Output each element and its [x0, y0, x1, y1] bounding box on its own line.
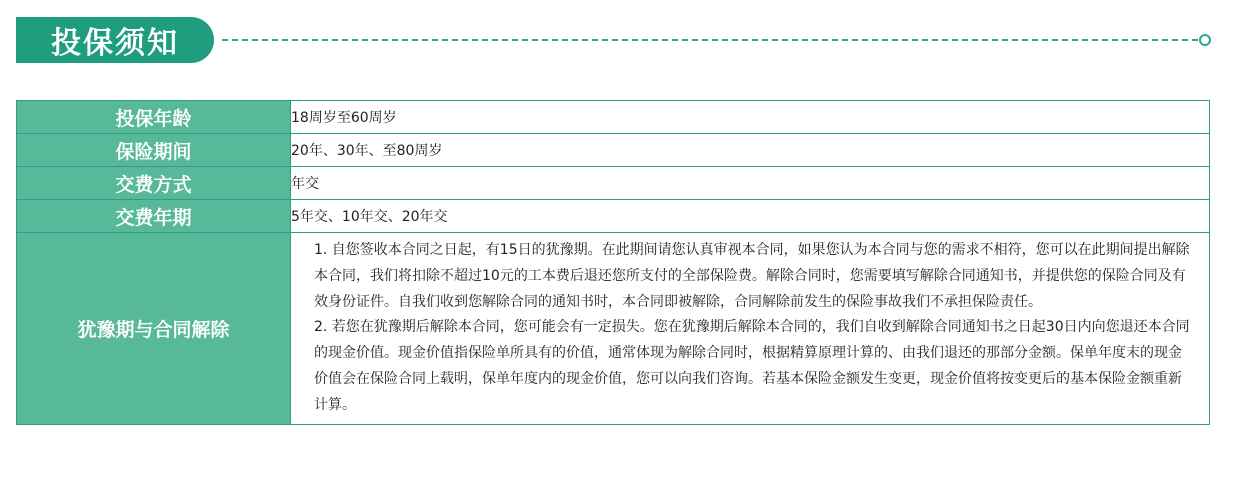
table-row-cooling-off [17, 233, 1210, 425]
divider-end-circle-icon [1199, 34, 1211, 46]
row-value: 18周岁至60周岁 [291, 101, 1210, 134]
table-row-age [17, 101, 1210, 134]
cooling-off-paragraph-1: 1. 自您签收本合同之日起，有15日的犹豫期。在此期间请您认真审视本合同，如果您认为本合同与您的需求不相符，您可以在此期间提出解除本合同，我们将扣除不超过10元的工本费后退还您所支付的全部保险费。解除合同时，您需要填写解除合同通知书，并提供您的保险合同及有效身份证件。自我们收到您解除合同的通知书时，本合同即被解除，合同解除前发生的保险事故我们不承担保险责任。 [314, 242, 1190, 310]
section-title: 投保须知 [51, 26, 179, 61]
row-value: 20年、30年、至80周岁 [291, 134, 1210, 167]
table-row-payment-method [17, 167, 1210, 200]
row-label: 交费方式 [17, 167, 291, 200]
row-label: 投保年龄 [17, 101, 291, 134]
row-label: 交费年期 [17, 200, 291, 233]
cooling-off-paragraph-2: 2. 若您在犹豫期后解除本合同，您可能会有一定损失。您在犹豫期后解除本合同的，我们自收到解除合同通知书之日起30日内向您退还本合同的现金价值。现金价值指保险单所具有的价值，通常体现为解除合同时，根据精算原理计算的、由我们退还的那部分金额。保单年度末的现金价值会在保险合同上载明，保单年度内的现金价值，您可以向我们咨询。若基本保险金额发生变更，现金价值将按变更后的基本保险金额重新计算。 [314, 319, 1190, 413]
header-dashed-divider [222, 39, 1198, 41]
section-header-tab [16, 17, 214, 63]
insurance-info-table [16, 100, 1210, 425]
table-row-payment-term [17, 200, 1210, 233]
row-label: 犹豫期与合同解除 [17, 233, 291, 425]
row-value: 年交 [291, 167, 1210, 200]
row-value [291, 233, 1210, 425]
row-label: 保险期间 [17, 134, 291, 167]
table-row-period [17, 134, 1210, 167]
row-value: 5年交、10年交、20年交 [291, 200, 1210, 233]
